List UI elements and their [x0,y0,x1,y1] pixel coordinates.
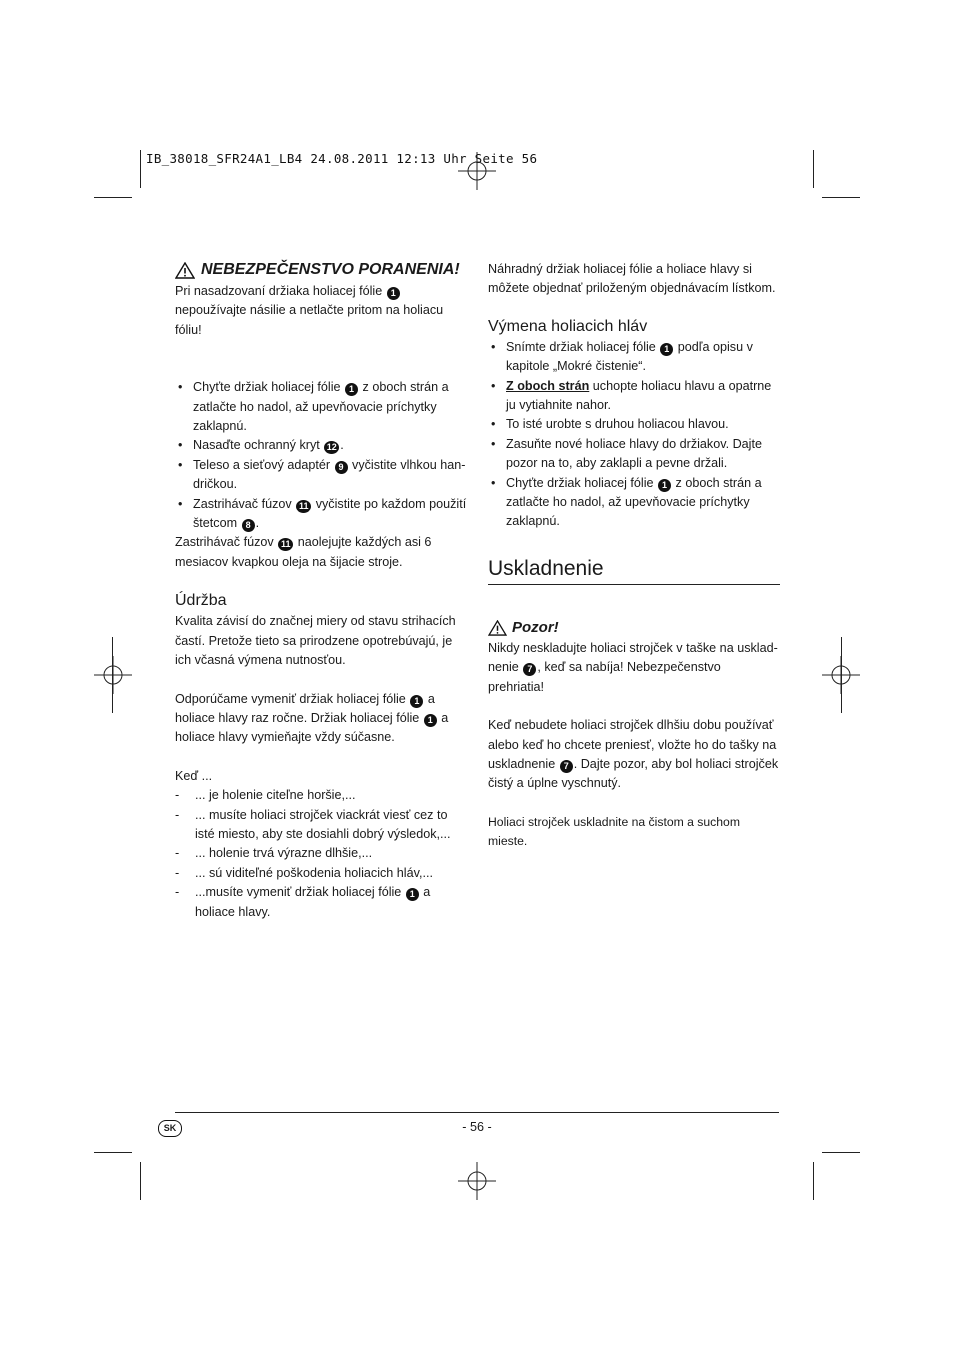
list-item: • Chyťte držiak holiacej fólie 1 z oboch strán a zatlačte ho nadol, až upevňovacie príchytky zaklapnú. [488,474,780,532]
page-number: - 56 - [462,1120,492,1134]
list-item: • Chyťte držiak holiacej fólie 1 z oboch strán a zatlačte ho nadol, až upevňovacie príchytky zaklapnú. [175,378,467,436]
list-item: • Z oboch strán uchopte holiacu hlavu a opatrne ju vytiahnite nahor. [488,377,780,416]
crop-mark [94,1152,132,1153]
oil-text: Zastrihávač fúzov 11 naolejujte každých asi 6 mesiacov kvapkou oleja na šijacie stroje. [175,535,432,569]
recommendation-text: Odporúčame vymeniť držiak holiacej fólie 1 a holiace hlavy raz ročne. Držiak holiacej fólie 1 a holiace hlavy vymieňajte vždy súčasne. [175,691,449,745]
list-item: • Nasaďte ochranný kryt 12 . [175,436,467,455]
replacement-conditions-list [175,786,467,922]
order-text: Náhradný držiak holiacej fólie a holiace hlavy si môžete objednať priloženým objednávacím lístkom. [488,262,776,296]
list-item: - ... je holenie citeľne horšie,... [175,786,467,805]
list-item: - ...musíte vymeniť držiak holiacej fólie 1 a holiace hlavy. [175,883,467,922]
caution-text: Nikdy neskladujte holiaci strojček v taške na usklad-nenie 7 , keď sa nabíja! Nebezpečenstvo prehriatia! [488,640,778,694]
footer-rule [175,1112,779,1113]
warning-heading [175,258,467,282]
storage-heading: Uskladnenie [488,556,604,580]
registration-mark-icon [458,152,496,190]
language-badge: SK [158,1120,182,1137]
crop-mark [94,197,132,198]
left-column [175,258,467,922]
warning-triangle-icon [175,262,195,279]
warning-title: NEBEZPEČENSTVO PORANENIA! [201,261,460,279]
print-slug: IB_38018_SFR24A1_LB4 24.08.2011 12:13 Uhr Seite 56 [146,151,538,166]
list-item: • Snímte držiak holiacej fólie 1 podľa opisu v kapitole „Mokré čistenie“. [488,338,780,377]
crop-mark [822,1152,860,1153]
registration-mark-icon [94,656,132,694]
transport-text: Keď nebudete holiaci strojček dlhšiu dobu používať alebo keď ho chcete preniesť, vložte ho do tašky na uskladnenie 7 . Dajte pozor, aby bol holiaci strojček čistý a úplne vyschnutý. [488,718,779,791]
crop-mark [841,637,842,713]
warning-triangle-icon [488,620,507,636]
crop-mark [140,1162,141,1200]
replace-heads-list [488,338,780,532]
crop-mark [822,197,860,198]
maintenance-heading: Údržba [175,592,227,610]
list-item: - ... musíte holiaci strojček viackrát viesť cez to isté miesto, aby ste dosiahli dobrý výsledok,... [175,806,467,845]
final-storage-text: Holiaci strojček uskladnite na čistom a suchom mieste. [488,814,740,849]
list-item: • To isté urobte s druhou holiacou hlavou. [488,415,780,434]
caution-title: Pozor! [512,619,559,637]
right-column [488,260,780,852]
list-item: - ... sú viditeľné poškodenia holiacich hláv,... [175,864,467,883]
crop-mark [140,150,141,188]
maintenance-text: Kvalita závisí do značnej miery od stavu strihacích častí. Pretože tieto sa prirodzene opotrebúvajú, je ich včasná výmena nutnosťou. [175,614,456,668]
when-text: Keď ... [175,768,213,783]
list-item: • Teleso a sieťový adaptér 9 vyčistite vlhkou han-dričkou. [175,456,467,495]
crop-mark [813,1162,814,1200]
list-item: • Zasuňte nové holiace hlavy do držiakov. Dajte pozor na to, aby zaklapli a pevne držali. [488,435,780,474]
caution-heading [488,617,780,639]
crop-mark [813,150,814,188]
list-item: • Zastrihávač fúzov 11 vyčistite po každom použití štetcom 8 . [175,495,467,534]
list-item: - ... holenie trvá výrazne dlhšie,... [175,844,467,863]
warning-text: Pri nasadzovaní držiaka holiacej fólie 1 nepoužívajte násilie a netlačte pritom na holiacu fóliu! [175,284,444,337]
cleaning-steps-list [175,378,467,533]
registration-mark-icon [458,1162,496,1200]
crop-mark [112,637,113,713]
replace-heads-heading: Výmena holiacich hláv [488,317,648,335]
